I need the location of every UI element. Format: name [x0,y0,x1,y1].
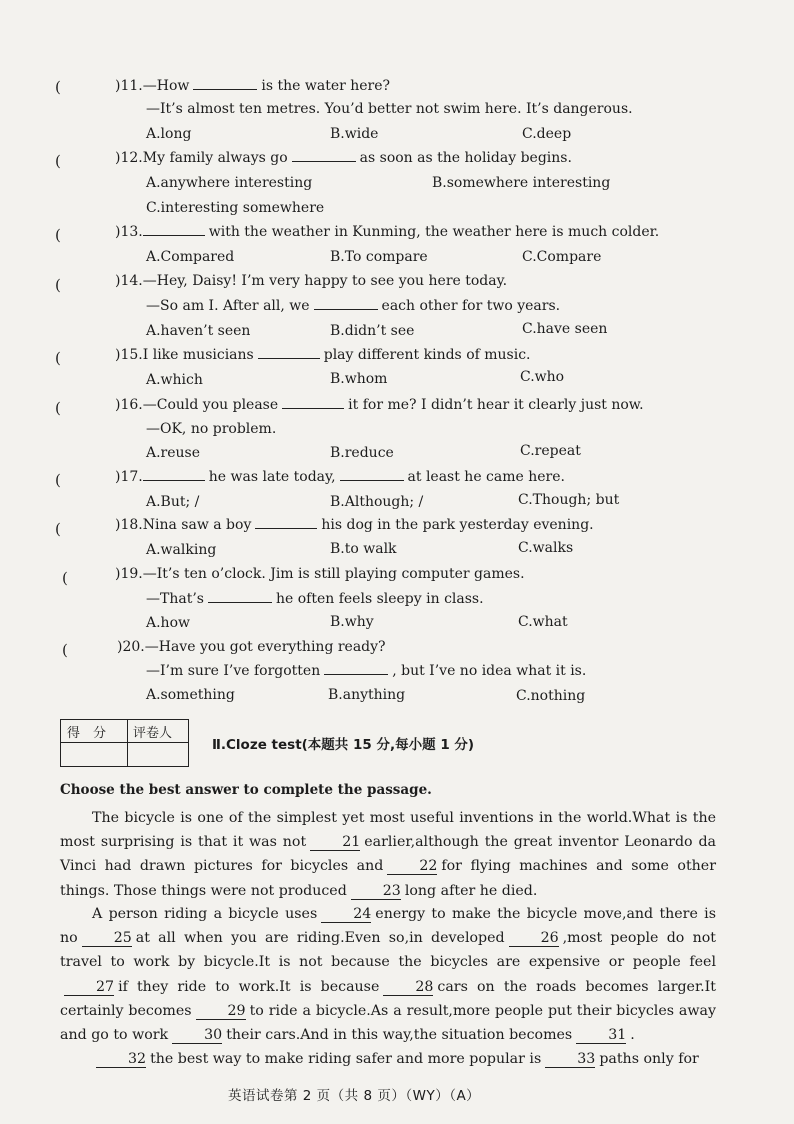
answer-paren: ( [55,520,61,538]
question-line2: —It’s almost ten metres. You’d better not swim here. It’s dangerous. [146,101,633,117]
grader-label: 评卷人 [133,726,173,741]
question-line2: —OK, no problem. [146,421,277,437]
option-a: A.But; / [146,494,200,510]
blank-23: 23 [351,883,401,900]
option-a: A.long [146,126,192,142]
question-stem: )13. with the weather in Kunming, the weather here is much colder. [115,224,660,240]
passage-paragraph-3: 32 the best way to make riding safer and more popular is 33 paths only for [60,1047,716,1071]
question-stem: )12.My family always go as soon as the holiday begins. [115,150,572,166]
question-stem: )16.—Could you please it for me? I didn’t hear it clearly just now. [115,397,644,413]
option-b: B.why [330,614,374,630]
option-c: C.what [518,614,568,630]
question-line2: —That’s he often feels sleepy in class. [146,591,484,607]
question-stem: )15.I like musicians play different kinds of music. [115,347,531,363]
answer-paren: ( [55,471,61,489]
option-c: C.walks [518,540,574,556]
question-stem: )14.—Hey, Daisy! I’m very happy to see you here today. [115,273,508,289]
question-stem: )17. he was late today, at least he came here. [115,469,565,485]
option-a: A.how [146,615,190,631]
option-b: B.somewhere interesting [432,175,611,191]
score-table [60,719,189,767]
blank-27: 27 [64,979,114,996]
answer-paren: ( [55,152,61,170]
option-c: C.Compare [522,249,602,265]
option-a: A.which [146,372,203,388]
passage-paragraph-2: A person riding a bicycle uses 24 energy to make the bicycle move,and there is no 25 at all when you are riding.Even so,in developed 26 ,most people do not travel to work by bicycle.It is not because the bicycles are expensive or people feel27 if they ride to work.It is because 28 cars on the roads becomes larger.It certainly becomes 29 to ride a bicycle.As a result,more people put their bicycles away and go to work 30 their cars.And in this way,the situation becomes 31 . [60,906,717,1044]
option-a: A.Compared [146,249,235,265]
blank-21: 21 [310,834,360,851]
option-b: B.didn’t see [330,323,415,339]
blank-33: 33 [545,1051,595,1068]
option-b: B.Although; / [330,494,424,510]
option-b: B.reduce [330,445,394,461]
option-a: A.walking [146,542,217,558]
question-stem: )19.—It’s ten o’clock. Jim is still playing computer games. [115,566,525,582]
option-a: A.reuse [146,445,201,461]
blank-30: 30 [172,1027,222,1044]
option-a: A.haven’t seen [146,323,251,339]
answer-paren: ( [55,78,61,96]
blank-24: 24 [321,906,371,923]
page-footer: 英语试卷第 2 页（共 8 页）（WY）（A） [228,1088,481,1104]
section-title: Ⅱ.Cloze test(本题共 15 分,每小题 1 分) [212,737,475,753]
option-c: C.nothing [516,688,586,704]
question-stem: )20.—Have you got everything ready? [117,639,386,655]
blank-26: 26 [509,930,559,947]
answer-paren: ( [55,226,61,244]
question-stem: )11.—How is the water here? [115,78,391,94]
score-label: 得 分 [67,726,107,741]
answer-paren: ( [55,399,61,417]
answer-paren: ( [55,349,61,367]
option-c: C.Though; but [518,492,620,508]
question-line2: —I’m sure I’ve forgotten , but I’ve no idea what it is. [146,663,587,679]
instruction: Choose the best answer to complete the passage. [60,782,432,798]
blank-29: 29 [196,1003,246,1020]
option-c: C.deep [522,126,572,142]
option-c: C.repeat [520,443,581,459]
passage-paragraph-1: The bicycle is one of the simplest yet most useful inventions in the world.What is the most surprising is that it was not 21 earlier,although the great inventor Leonardo da Vinci had drawn pictures for bicycles and 22 for flying machines and some other things. Those things were not produced 23 long after he died. [60,810,716,899]
answer-paren: ( [55,276,61,294]
blank-28: 28 [383,979,433,996]
option-c: C.who [520,369,565,385]
option-b: B.anything [328,687,406,703]
blank-32: 32 [96,1051,146,1068]
blank-22: 22 [387,858,437,875]
option-c: C.have seen [522,321,608,337]
question-stem: )18.Nina saw a boy his dog in the park yesterday evening. [115,517,594,533]
option-b: B.To compare [330,249,428,265]
option-b: B.whom [330,371,388,387]
option-b: B.to walk [330,541,397,557]
option-a: A.something [146,687,235,703]
question-line2: —So am I. After all, we each other for two years. [146,298,561,314]
option-c: C.interesting somewhere [146,200,325,216]
answer-paren: ( [62,641,68,659]
answer-paren: ( [62,569,68,587]
blank-31: 31 [576,1027,626,1044]
option-b: B.wide [330,126,379,142]
blank-25: 25 [82,930,132,947]
option-a: A.anywhere interesting [146,175,313,191]
